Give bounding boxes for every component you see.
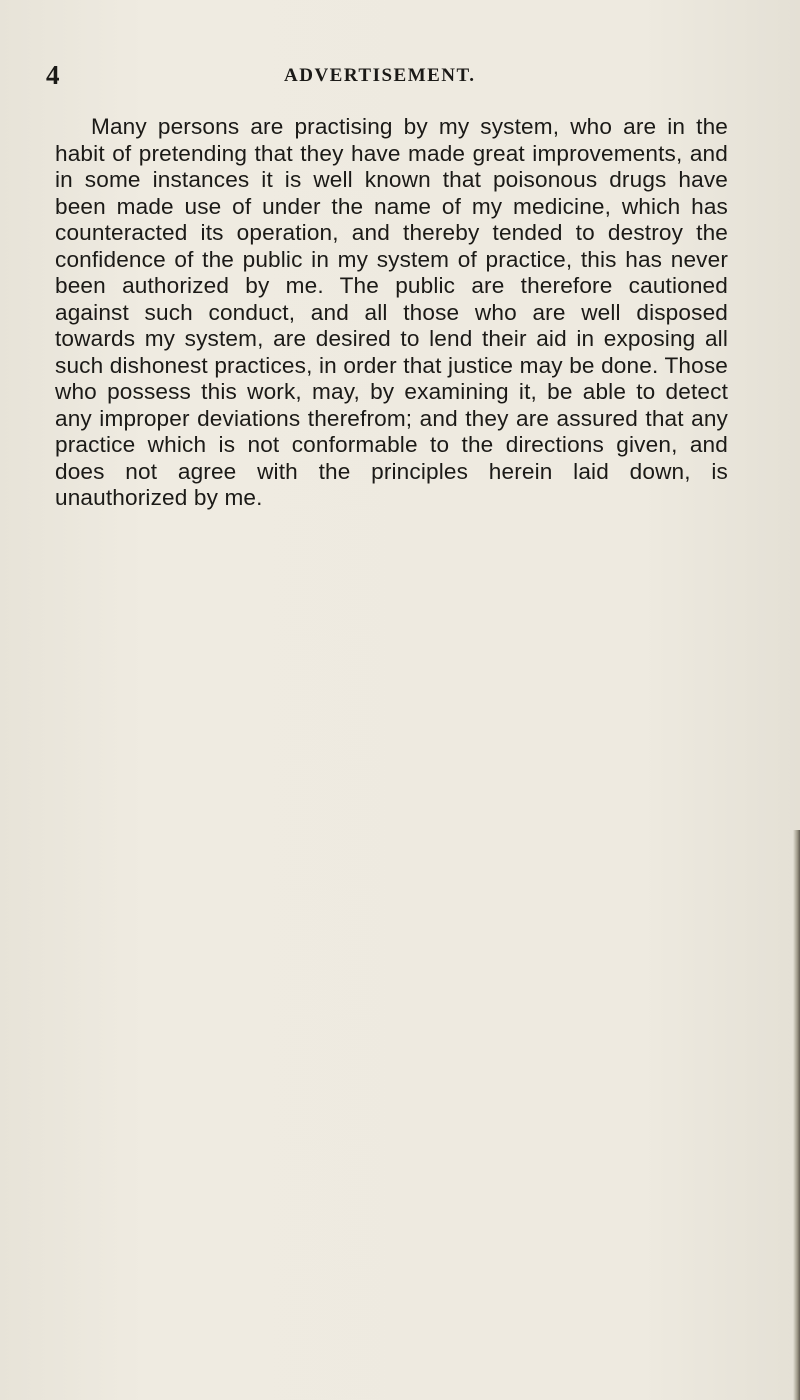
running-head: [46, 60, 746, 90]
page-edge-shadow: [793, 830, 800, 1400]
page-number: 4: [46, 60, 60, 90]
body-paragraph: Many persons are practising by my system, who are in the habit of pretending that they have made great improvements, and in some instances it is well known that poisonous drugs have been made use of under the name of my medicine, which has counteracted its operation, and thereby tended to destroy the confidence of the public in my system of practice, this has never been authorized by me. The public are therefore cautioned against such conduct, and all those who are well disposed towards my system, are desired to lend their aid in exposing all such dishonest practices, in order that justice may be done. Those who possess this work, may, by examining it, be able to detect any improper deviations therefrom; and they are assured that any practice which is not conformable to the directions given, and does not agree with the principles herein laid down, is unauthorized by me.: [55, 114, 728, 510]
page-header-title: ADVERTISEMENT.: [284, 65, 476, 86]
